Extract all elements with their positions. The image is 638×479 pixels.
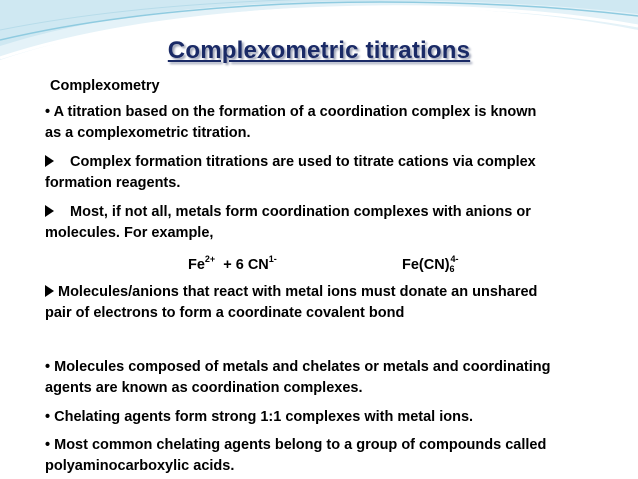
subtitle: Complexometry	[50, 78, 160, 94]
bullet-1-line-1: • A titration based on the formation of a coordination complex is known	[45, 104, 537, 120]
bullet-icon: •	[45, 104, 51, 120]
bullet-5-line-1: • Molecules composed of metals and chelates or metals and coordinating	[45, 359, 551, 375]
slide-title: Complexometric titrations	[167, 37, 471, 64]
bullet-7-line-1: • Most common chelating agents belong to a group of compounds called	[45, 437, 547, 453]
bullet-2-line-2: formation reagents.	[45, 175, 181, 191]
arrow-bullet-icon	[45, 205, 54, 217]
bullet-7-line-2: polyaminocarboxylic acids.	[45, 458, 235, 474]
bullet-5-line-2: agents are known as coordination complexes.	[45, 380, 363, 396]
equation-product: $Fe(CN)_6^{4-}$	[402, 254, 459, 274]
bullet-4-line-2: pair of electrons to form a coordinate covalent bond	[45, 305, 405, 321]
bullet-6-line-1: • Chelating agents form strong 1:1 complexes with metal ions.	[45, 409, 474, 425]
bullet-3-line-1: Most, if not all, metals form coordination complexes with anions or	[45, 202, 531, 223]
bullet-3-line-2: molecules. For example,	[45, 225, 214, 241]
arrow-bullet-icon	[45, 285, 54, 297]
bullet-2-line-1: Complex formation titrations are used to titrate cations via complex	[45, 152, 536, 173]
bullet-4-line-1: Molecules/anions that react with metal ions must donate an unshared	[45, 282, 537, 303]
equation-reactants: $Fe^{2+} + 6$ $CN^{1-}$	[188, 254, 277, 273]
arrow-bullet-icon	[45, 155, 54, 167]
bullet-1-line-2: as a complexometric titration.	[45, 125, 251, 141]
